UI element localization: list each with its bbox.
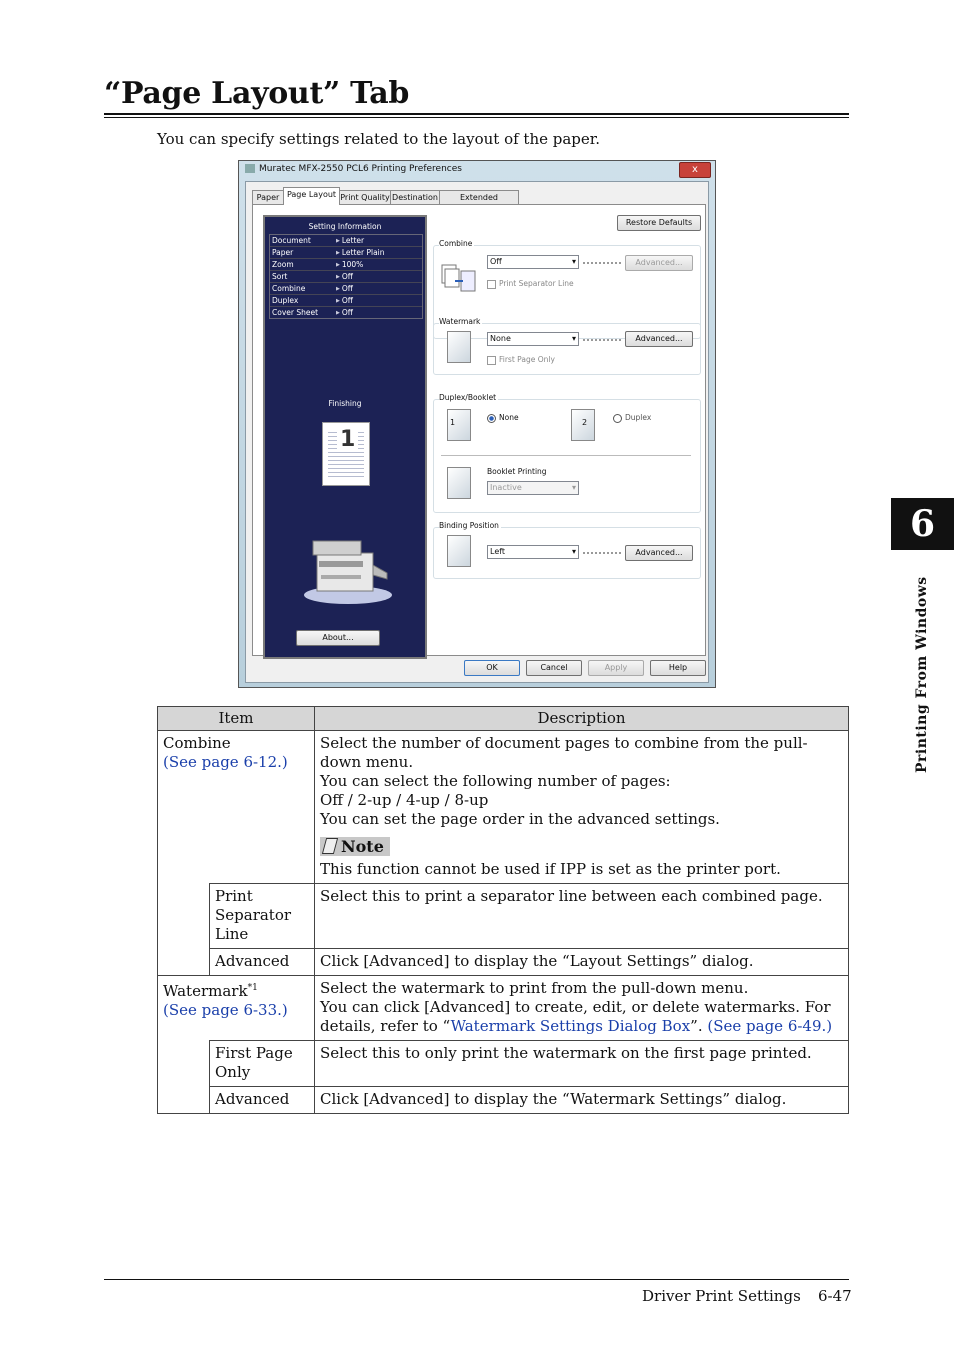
chapter-tab: 6	[891, 498, 954, 550]
combine-label: Combine	[439, 239, 473, 248]
combine-advanced-item-cell: Advanced	[210, 949, 315, 976]
footer-section: Driver Print Settings	[642, 1287, 801, 1305]
footer-page-number: 6-47	[818, 1287, 852, 1305]
watermark-advanced-desc-cell: Click [Advanced] to display the “Watermark Settings” dialog.	[315, 1087, 849, 1114]
duplex-none-radio[interactable]: None	[487, 413, 519, 423]
ok-button[interactable]: OK	[464, 660, 520, 676]
close-button[interactable]: x	[679, 162, 711, 178]
duplex-icon: 2	[571, 409, 595, 441]
title-rule-thin	[104, 117, 849, 118]
combine-select[interactable]: Off ▾	[487, 255, 579, 269]
duplex-booklet-group	[433, 399, 701, 513]
table-row	[158, 1041, 849, 1087]
page-layout-panel	[252, 204, 706, 656]
booklet-select[interactable]: Inactive ▾	[487, 481, 579, 495]
binding-advanced-button[interactable]: Advanced...	[625, 545, 693, 561]
info-row: Document ▶ Letter	[270, 235, 422, 247]
watermark-dots	[583, 339, 621, 343]
watermark-select[interactable]: None ▾	[487, 332, 579, 346]
combine-desc-cell: Select the number of document pages to combine from the pull-down menu. You can select the following number of pages: Off / 2-up / 4-up / 8-up You can set the page order in the advanced settings. Note This function cannot be used if IPP is set as the printer port.	[315, 731, 849, 884]
watermark-label: Watermark	[439, 317, 481, 326]
watermark-desc-cell: Select the watermark to print from the pull-down menu. You can click [Advanced] to create, edit, or delete watermarks. For details, refer to “Watermark Settings Dialog Box”. (See page 6-49.)	[315, 976, 849, 1041]
watermark-settings-see-page-link[interactable]: (See page 6-49.)	[707, 1017, 833, 1035]
footer-rule	[104, 1279, 849, 1280]
booklet-printing-label: Booklet Printing	[487, 467, 547, 476]
dialog-body	[245, 181, 709, 683]
setting-info-heading: Setting Information	[308, 222, 382, 231]
watermark-item-cell: Watermark$^{*1}$ (See page 6-33.)	[158, 976, 315, 1041]
apply-button[interactable]: Apply	[588, 660, 644, 676]
first-page-desc-cell: Select this to only print the watermark on the first page printed.	[315, 1041, 849, 1087]
watermark-icon	[447, 331, 471, 363]
combine-dots	[583, 262, 621, 266]
table-row	[158, 949, 849, 976]
single-sided-icon: 1	[447, 409, 471, 441]
tab-destination[interactable]: Destination	[390, 190, 440, 204]
header-description: Description	[315, 707, 849, 731]
sep-line-desc-cell: Select this to print a separator line between each combined page.	[315, 884, 849, 949]
binding-select[interactable]: Left ▾	[487, 545, 579, 559]
cancel-button[interactable]: Cancel	[526, 660, 582, 676]
info-row: Cover Sheet ▶ Off	[270, 307, 422, 318]
first-page-only-checkbox[interactable]: First Page Only	[487, 355, 555, 365]
combine-icon	[441, 263, 477, 293]
page-preview-icon: 1	[322, 422, 370, 486]
printer-icon	[245, 164, 255, 173]
settings-table	[157, 706, 849, 1114]
chapter-label: Printing From Windows	[914, 576, 930, 773]
watermark-advanced-button[interactable]: Advanced...	[625, 331, 693, 347]
info-row: Zoom ▶ 100%	[270, 259, 422, 271]
dialog-title: Muratec MFX-2550 PCL6 Printing Preferences	[245, 164, 462, 174]
combine-advanced-button[interactable]: Advanced...	[625, 255, 693, 271]
binding-dots	[583, 552, 621, 556]
watermark-see-page-link[interactable]: (See page 6-33.)	[163, 1001, 288, 1019]
first-page-item-cell: First Page Only	[210, 1041, 315, 1087]
note-badge: Note	[320, 837, 390, 856]
page-title: “Page Layout” Tab	[104, 76, 410, 111]
printer-illustration-icon	[303, 535, 393, 605]
binding-icon	[447, 535, 471, 567]
sep-line-item-cell: Print Separator Line	[210, 884, 315, 949]
pencil-icon	[322, 838, 338, 854]
print-separator-line-checkbox[interactable]: Print Separator Line	[487, 279, 574, 289]
combine-item-cell: Combine (See page 6-12.)	[158, 731, 315, 884]
table-row	[158, 731, 849, 884]
header-item: Item	[158, 707, 315, 731]
info-row: Sort ▶ Off	[270, 271, 422, 283]
info-row: Paper ▶ Letter Plain	[270, 247, 422, 259]
help-button[interactable]: Help	[650, 660, 706, 676]
combine-advanced-desc-cell: Click [Advanced] to display the “Layout Settings” dialog.	[315, 949, 849, 976]
title-rule	[104, 113, 849, 115]
table-row	[158, 884, 849, 949]
tab-extended-functions[interactable]: Extended	[439, 190, 519, 204]
duplex-radio[interactable]: Duplex	[613, 413, 651, 423]
table-row	[158, 1087, 849, 1114]
duplex-booklet-label: Duplex/Booklet	[439, 393, 497, 402]
info-row: Duplex ▶ Off	[270, 295, 422, 307]
tab-page-layout[interactable]: Page Layout	[283, 187, 340, 205]
intro-text: You can specify settings related to the layout of the paper.	[157, 130, 601, 148]
booklet-icon	[447, 467, 471, 499]
tab-print-quality[interactable]: Print Quality	[339, 190, 391, 204]
restore-defaults-button[interactable]: Restore Defaults	[617, 215, 701, 231]
watermark-settings-link[interactable]: Watermark Settings Dialog Box	[450, 1017, 691, 1035]
about-button[interactable]: About...	[296, 630, 380, 646]
finishing-label: Finishing	[328, 399, 362, 408]
watermark-advanced-item-cell: Advanced	[210, 1087, 315, 1114]
setting-info-table	[269, 234, 423, 319]
combine-see-page-link[interactable]: (See page 6-12.)	[163, 753, 288, 771]
tab-paper[interactable]: Paper	[252, 190, 284, 204]
setting-information-panel	[263, 215, 427, 659]
binding-position-label: Binding Position	[439, 521, 499, 530]
info-row: Combine ▶ Off	[270, 283, 422, 295]
duplex-divider	[441, 455, 691, 456]
table-row	[158, 976, 849, 1041]
printing-preferences-dialog	[238, 160, 716, 688]
